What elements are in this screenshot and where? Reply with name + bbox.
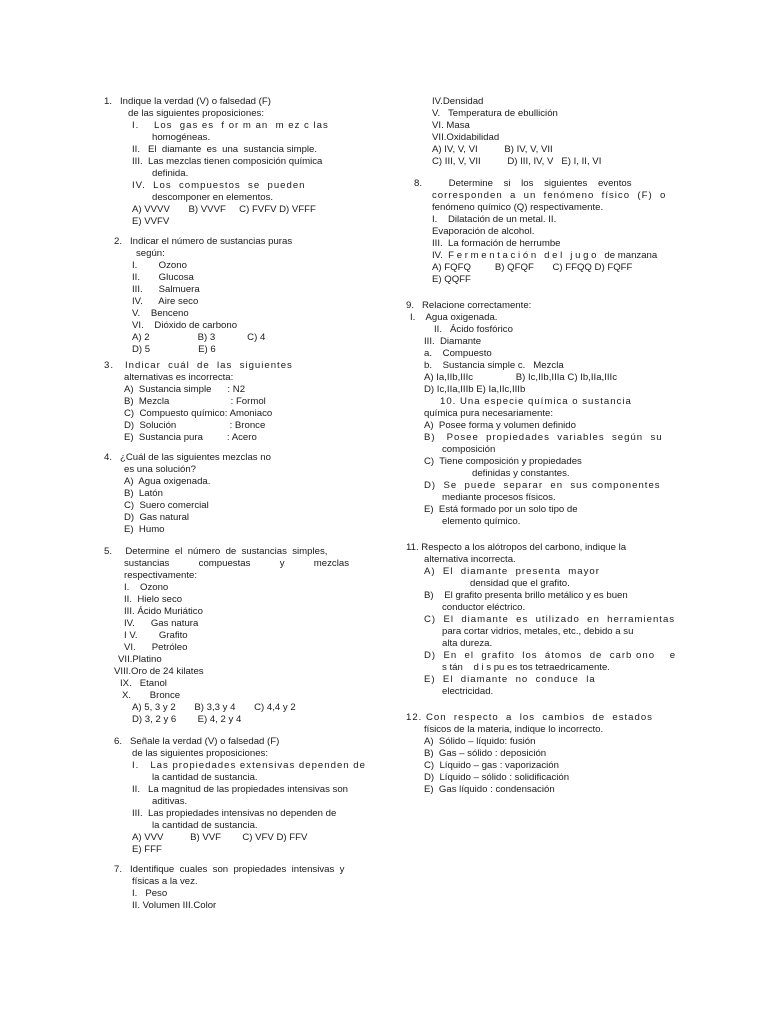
right-column: [406, 96, 677, 796]
question-text: 6. Señale la verdad (V) o falsedad (F): [114, 736, 280, 747]
question-line: II. Glucosa: [132, 272, 194, 283]
question-line: fenómeno químico (Q) respectivamente.: [432, 202, 604, 213]
question-line: conductor eléctrico.: [442, 602, 526, 613]
question-line: aditivas.: [152, 796, 188, 807]
question-text: 3. Indicar cuál de las siguientes: [104, 360, 293, 371]
question-line: C) Líquido – gas : vaporización: [424, 760, 559, 771]
question-line: V. Temperatura de ebullición: [432, 108, 558, 119]
question-line: B) Posee propiedades variables según su: [424, 432, 663, 443]
question-line: para cortar vidrios, metales, etc., debido a su: [442, 626, 634, 637]
question-line: densidad que el grafito.: [470, 578, 570, 589]
question-line: D) Líquido – sólido : solidificación: [424, 772, 570, 783]
question-line: A) 2 B) 3 C) 4: [132, 332, 266, 343]
question-line: A) El diamante presenta mayor: [424, 566, 600, 577]
question-line: A) FQFQ B) QFQF C) FFQQ D) FQFF: [432, 262, 633, 273]
question-line: físicas a la vez.: [132, 876, 198, 887]
question-line: B) Latón: [124, 488, 163, 499]
question-line: I. Los gas es f or m an m ez c las: [132, 120, 329, 131]
question-text: 11. Respecto a los alótropos del carbono, indique la: [406, 542, 627, 553]
question-text: 12. Con respecto a los cambios de estados: [406, 712, 653, 723]
left-column: [104, 96, 366, 912]
question-line: X. Bronce: [122, 690, 181, 701]
question-line: A) IV, V, VI B) IV, V, VII: [432, 144, 553, 155]
question-line: III. La formación de herrumbe: [432, 238, 561, 249]
question-q1: [104, 96, 366, 228]
question-line: IV. Aire seco: [132, 296, 199, 307]
question-line: la cantidad de sustancia.: [152, 820, 258, 831]
question-line: B) El grafito presenta brillo metálico y es buen: [424, 590, 628, 601]
question-q9: [406, 300, 663, 528]
question-line: B) Mezcla : Formol: [124, 396, 266, 407]
question-line: D) En el grafito los átomos de carb ono e: [424, 650, 677, 661]
question-line: definidas y constantes.: [472, 468, 570, 479]
question-line: D) Ic,IIa,IIIb E) Ia,IIc,IIIb: [424, 384, 526, 395]
question-line: A) Ia,IIb,IIIc B) Ic,IIb,IIIa C) Ib,IIa,IIIc: [424, 372, 617, 383]
question-line: I. Peso: [132, 888, 168, 899]
question-line: D) Solución : Bronce: [124, 420, 266, 431]
question-line: I. Ozono: [124, 582, 169, 593]
question-text: 4. ¿Cuál de las siguientes mezclas no: [104, 452, 271, 463]
question-line: es una solución?: [124, 464, 197, 475]
question-line: VI. Petróleo: [124, 642, 188, 653]
question-line: II. Hielo seco: [124, 594, 183, 605]
question-line: a. Compuesto: [424, 348, 492, 359]
question-line: E) Humo: [124, 524, 165, 535]
question-q3: [104, 360, 366, 444]
question-line: E) Sustancia pura : Acero: [124, 432, 257, 443]
question-line: definida.: [152, 168, 189, 179]
question-line: E) El diamante no conduce la: [424, 674, 596, 685]
question-line: C) Compuesto químico: Amoniaco: [124, 408, 273, 419]
question-line: B) Gas – sólido : deposición: [424, 748, 547, 759]
question-line: IV. Gas natura: [124, 618, 199, 629]
question-line: E) VVFV: [132, 216, 170, 227]
question-line: II. Volumen III.Color: [132, 900, 217, 911]
question-line: sustancias compuestas y mezclas: [124, 558, 349, 569]
question-line: C) Tiene composición y propiedades: [424, 456, 582, 467]
question-q8: [406, 178, 667, 286]
question-line: A) VVV B) VVF C) VFV D) FFV: [132, 832, 308, 843]
question-line: electricidad.: [442, 686, 494, 697]
question-line: corresponden a un fenómeno físico (F) o: [432, 190, 667, 201]
question-line: D) Se puede separar en sus componentes: [424, 480, 661, 491]
question-line: D) 3, 2 y 6 E) 4, 2 y 4: [132, 714, 242, 725]
question-line: b. Sustancia simple c. Mezcla: [424, 360, 564, 371]
question-line: E) FFF: [132, 844, 162, 855]
question-line: alternativa incorrecta.: [424, 554, 516, 565]
question-text: IV.Densidad: [432, 96, 484, 107]
question-line: I V. Grafito: [124, 630, 188, 641]
question-text: 2. Indicar el número de sustancias puras: [114, 236, 293, 247]
question-line: V. Benceno: [132, 308, 189, 319]
question-text: 8. Determine si los siguientes eventos: [414, 178, 632, 189]
question-q5: [104, 546, 366, 726]
question-line: A) Sólido – líquido: fusión: [424, 736, 536, 747]
question-line: A) Posee forma y volumen definido: [424, 420, 576, 431]
question-q2: [104, 236, 366, 356]
question-line: III. Las mezclas tienen composición química: [132, 156, 323, 167]
question-line: composición: [442, 444, 496, 455]
question-line: elemento químico.: [442, 516, 521, 527]
question-line: D) 5 E) 6: [132, 344, 216, 355]
question-line: D) Gas natural: [124, 512, 190, 523]
question-line: C) Suero comercial: [124, 500, 209, 511]
question-line: A) Agua oxigenada.: [124, 476, 211, 487]
question-line: III. Ácido Muriático: [124, 606, 203, 617]
question-line: Evaporación de alcohol.: [432, 226, 535, 237]
question-line: E) QQFF: [432, 274, 471, 285]
question-line: mediante procesos físicos.: [442, 492, 556, 503]
question-q4: [104, 452, 366, 536]
question-line: II. La magnitud de las propiedades intensivas son: [132, 784, 348, 795]
question-line: C) III, V, VII D) III, IV, V E) I, II, VI: [432, 156, 602, 167]
question-line: I. Ozono: [132, 260, 187, 271]
question-line: I. Las propiedades extensivas dependen de: [132, 760, 366, 771]
question-text: 5. Determine el número de sustancias simples,: [104, 546, 328, 557]
question-q7: [104, 864, 366, 912]
question-line: I. Agua oxigenada.: [410, 312, 498, 323]
question-line: A) Sustancia simple : N2: [124, 384, 246, 395]
question-line: s tán d i s pu es tos tetraedricamente.: [442, 662, 610, 673]
question-line: VII.Oxidabilidad: [432, 132, 500, 143]
question-line: respectivamente:: [124, 570, 198, 581]
question-line: III. Salmuera: [132, 284, 200, 295]
question-line: química pura necesariamente:: [424, 408, 554, 419]
question-line: III. Las propiedades intensivas no dependen de: [132, 808, 337, 819]
question-line: III. Diamante: [424, 336, 482, 347]
question-line: 10. Una especie química o sustancia: [440, 396, 632, 407]
question-line: la cantidad de sustancia.: [152, 772, 258, 783]
question-q7-cont: [406, 96, 658, 168]
question-line: alta dureza.: [442, 638, 493, 649]
question-line: IV. F e r m e n t a c i ó n d e l j u g o de manzana: [432, 250, 658, 261]
question-line: E) Está formado por un solo tipo de: [424, 504, 578, 515]
question-text: 9. Relacione correctamente:: [406, 300, 532, 311]
question-line: II. Ácido fosfórico: [434, 324, 513, 335]
question-line: A) 5, 3 y 2 B) 3,3 y 4 C) 4,4 y 2: [132, 702, 296, 713]
question-line: según:: [136, 248, 165, 259]
question-text: 7. Identifique cuales son propiedades intensivas y: [114, 864, 345, 875]
question-line: E) Gas líquido : condensación: [424, 784, 555, 795]
question-q6: [104, 736, 366, 856]
question-line: de las siguientes proposiciones:: [128, 108, 264, 119]
question-line: físicos de la materia, indique lo incorrecto.: [424, 724, 604, 735]
question-line: II. El diamante es una sustancia simple.: [132, 144, 318, 155]
question-line: VI. Masa: [432, 120, 470, 131]
question-line: VIII.Oro de 24 kilates: [114, 666, 204, 677]
question-line: IX. Etanol: [120, 678, 167, 689]
question-q12: [406, 712, 658, 796]
question-text: 1. Indique la verdad (V) o falsedad (F): [104, 96, 271, 107]
question-line: descomponer en elementos.: [152, 192, 274, 203]
question-line: homogéneas.: [152, 132, 211, 143]
question-line: I. Dilatación de un metal. II.: [432, 214, 557, 225]
question-line: alternativas es incorrecta:: [124, 372, 234, 383]
question-line: C) El diamante es utilizado en herramientas: [424, 614, 676, 625]
question-line: A) VVVV B) VVVF C) FVFV D) VFFF: [132, 204, 316, 215]
question-line: VI. Dióxido de carbono: [132, 320, 238, 331]
question-line: de las siguientes proposiciones:: [132, 748, 268, 759]
question-q11: [406, 542, 677, 698]
question-line: VII.Platino: [118, 654, 162, 665]
question-line: IV. Los compuestos se pueden: [132, 180, 306, 191]
